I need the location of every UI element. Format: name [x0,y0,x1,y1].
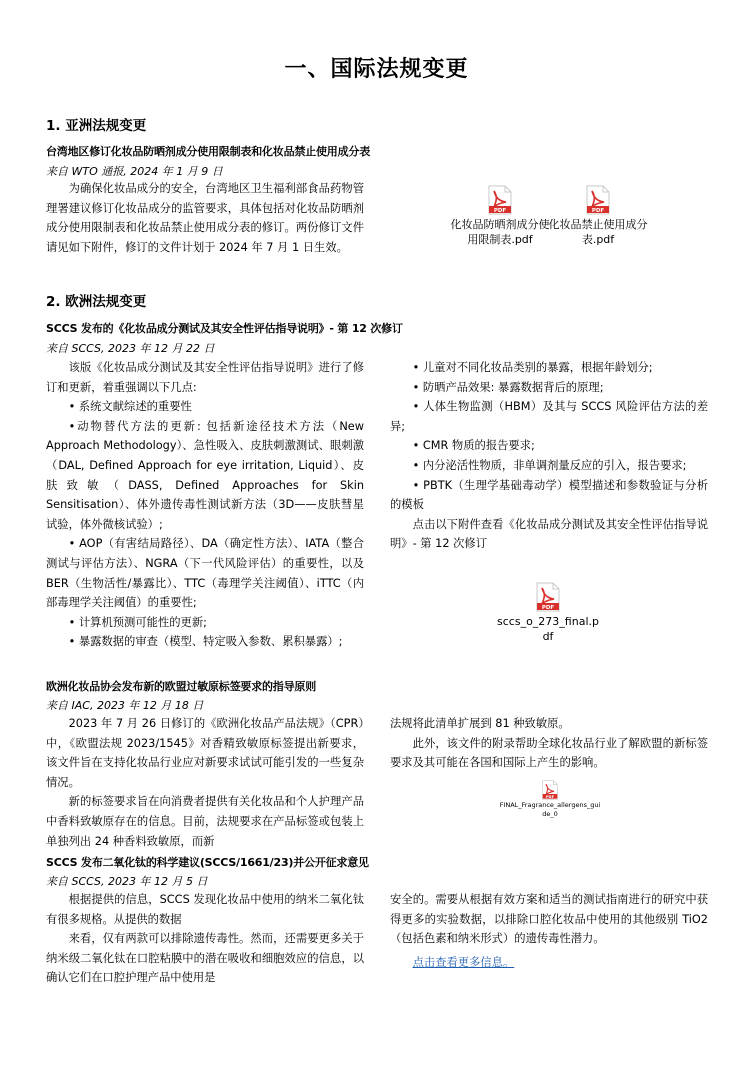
article-source: 来自 IAC, 2023 年 12 月 18 日 [46,699,204,712]
list-item: • 儿童对不同化妆品类别的暴露，根据年龄划分; [412,361,653,374]
article-column-right [390,358,708,554]
list-item: • 暴露数据的审查（模型、特定吸入参数、累积暴露）; [68,635,343,649]
list-item: • AOP（有害结局路径）、DA（确定性方法）、IATA（整合测试与评估方法）、NGRA（下一代风险评估）的重要性，以及 BER（生物活性/暴露比）、TTC（毒理学关注阈值）、iTTC（内部毒理学关注阈值）的重要性; [46,537,364,610]
article-source: 来自 SCCS, 2023 年 12 月 5 日 [46,875,208,888]
article-column-left [46,358,364,652]
attachment-label: 化妆品禁止使用成分表.pdf [548,218,648,246]
article-column-left [46,714,364,851]
list-item: • 系统文献综述的重要性 [68,400,192,414]
section-heading-europe: 2. 欧洲法规变更 [46,294,147,310]
list-item: • 内分泌活性物质，非单调剂量反应的引入，报告要求; [412,458,687,472]
list-item: • 计算机预测可能性的更新; [68,615,207,629]
paragraph: 法规将此清单扩展到 81 种致敏原。 [390,717,570,730]
article-title: 欧洲化妆品协会发布新的欧盟过敏原标签要求的指导原则 [46,680,316,693]
article-title: SCCS 发布的《化妆品成分测试及其安全性评估指导说明》- 第 12 次修订 [46,322,403,335]
paragraph: 根据提供的信息，SCCS 发现化妆品中使用的纳米二氧化钛有很多规格。从提供的数据 [46,893,364,926]
pdf-icon [541,780,559,800]
list-item: • 人体生物监测（HBM）及其与 SCCS 风险评估方法的差异; [390,400,708,433]
paragraph: 此外，该文件的附录帮助全球化妆品行业了解欧盟的新标签要求及其可能在各国和国际上产生的影响。 [390,736,708,770]
attachment-sunscreen-pdf[interactable] [448,185,552,247]
paragraph: 该版《化妆品成分测试及其安全性评估指导说明》进行了修订和更新，着重强调以下几点: [46,361,364,394]
pdf-icon [487,185,513,215]
list-item: • 防晒产品效果: 暴露数据背后的原理; [412,380,604,394]
section-heading-asia: 1. 亚洲法规变更 [46,118,147,134]
attachment-sccs-pdf[interactable] [496,582,600,644]
list-item: • PBTK（生理学基础毒动学）模型描述和参数验证与分析的模板 [390,478,708,512]
paragraph: 2023 年 7 月 26 日修订的《欧洲化妆品产品法规》（CPR）中，《欧盟法规 2023/1545》对香精致敏原标签提出新要求，该文件旨在支持化妆品行业应对新要求试试可能引发的一些复杂情况。 [46,717,364,789]
page-title: 一、国际法规变更 [284,57,469,82]
paragraph: 点击以下附件查看《化妆品成分测试及其安全性评估指导说明》- 第 12 次修订 [390,517,708,551]
list-item: •动物替代方法的更新: 包括新途径技术方法（New Approach Methodology）、急性吸入、皮肤刺激测试、眼刺激（DAL, Defined Approach for eye irritation, Liquid）、皮肤致敏（DASS, Defined Approaches for Skin Sensitisation）、体外遗传毒性测试新方法（3D——皮肤彗星试验，体外微核试验）; [46,419,364,531]
article-title: SCCS 发布二氧化钛的科学建议(SCCS/1661/23)并公开征求意见 [46,856,369,869]
paragraph: 新的标签要求旨在向消费者提供有关化妆品和个人护理产品中香料致敏原存在的信息。目前，法规要求在产品标签或包装上单独列出 24 种香料致敏原，而新 [46,795,364,848]
article-body: 为确保化妆品成分的安全，台湾地区卫生福利部食品药物管理署建议修订化妆品成分的监管要求，具体包括对化妆品防晒剂成分使用限制表和化妆品禁止使用成分表的修订。两份修订文件请见如下附件，修订的文件计划于 2024 年 7 月 1 日生效。 [46,182,364,254]
attachment-label: 化妆品防晒剂成分使用限制表.pdf [450,218,550,246]
article-column-left [46,890,364,988]
paragraph: 安全的。需要从根据有效方案和适当的测试指南进行的研究中获得更多的实验数据，以排除口腔化妆品中使用的其他级别 TiO2（包括色素和纳米形式）的遗传毒性潜力。 [390,893,708,946]
article-source: 来自 WTO 通报, 2024 年 1 月 9 日 [46,165,223,178]
attachment-banned-pdf[interactable] [546,185,650,247]
pdf-icon [585,185,611,215]
attachment-fragrance-pdf[interactable] [498,780,602,819]
attachment-label: FINAL_Fragrance_allergens_guide_0 [499,801,601,818]
attachment-label: sccs_o_273_final.pdf [497,615,599,643]
article-source: 来自 SCCS, 2023 年 12 月 22 日 [46,342,215,355]
paragraph: 来看，仅有两款可以排除遗传毒性。然而，还需要更多关于纳米级二氧化钛在口腔粘膜中的潜在吸收和细胞效应的信息，以确认它们在口腔护理产品中使用是 [46,932,364,985]
article-column-right [390,890,708,972]
list-item: • CMR 物质的报告要求; [412,439,535,453]
more-info-link[interactable]: 点击查看更多信息。 [412,955,515,969]
article-column-right [390,714,708,773]
pdf-icon [535,582,561,612]
article-title: 台湾地区修订化妆品防晒剂成分使用限制表和化妆品禁止使用成分表 [46,145,370,158]
